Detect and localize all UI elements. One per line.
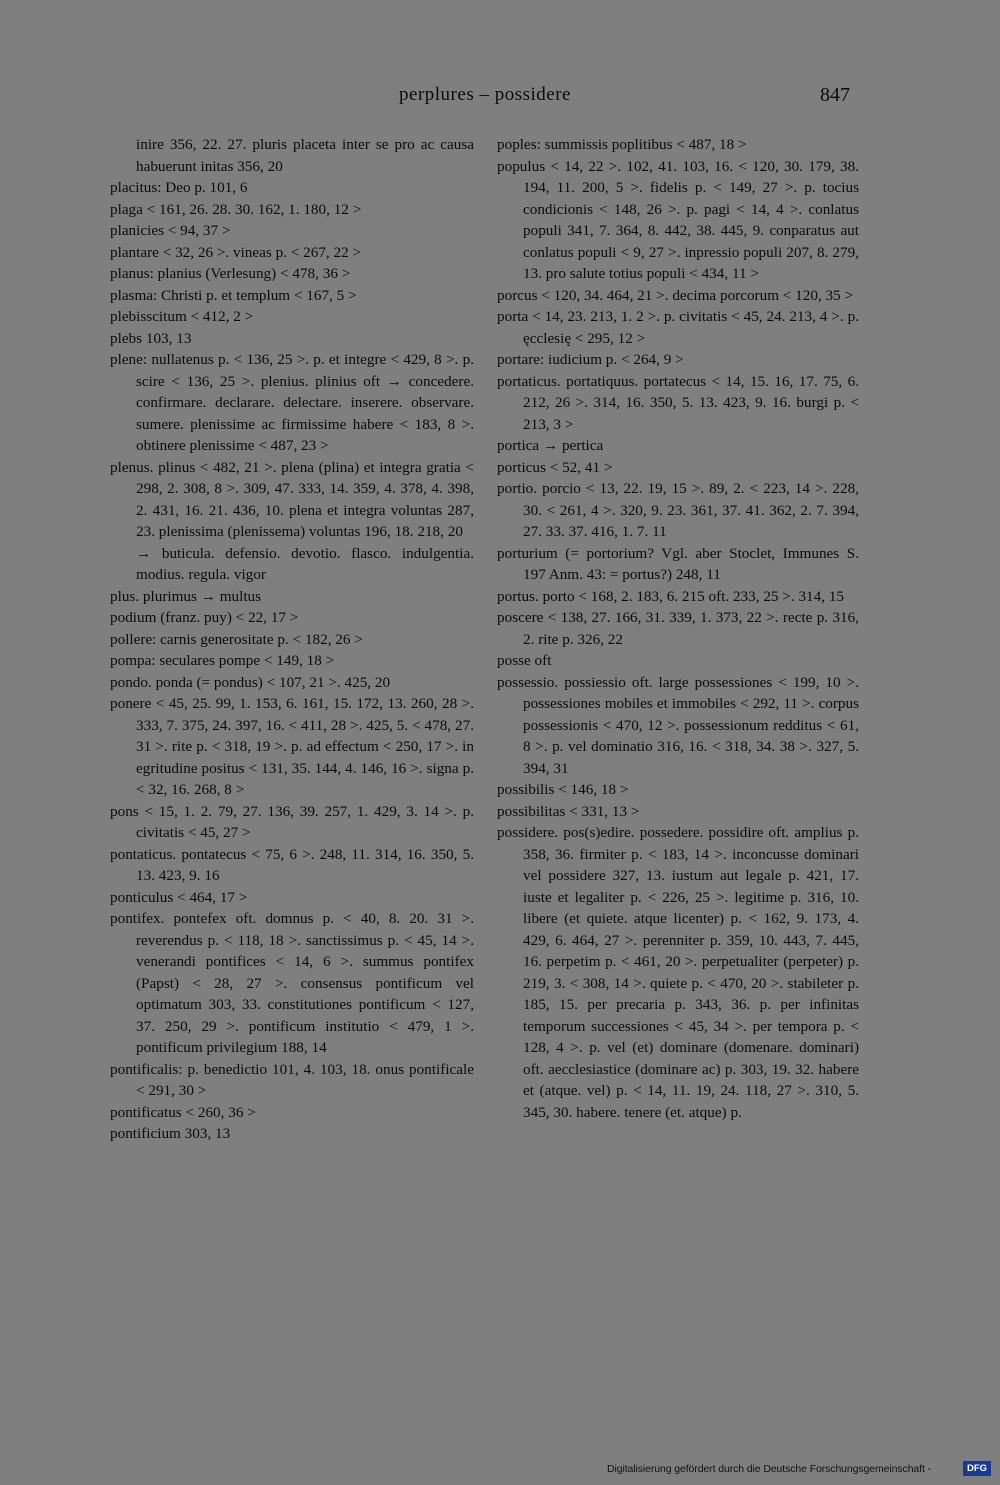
index-entry: plus. plurimus → multus [110,587,262,605]
index-entry: pontificalis: p. benedictio 101, 4. 103, 18. onus pontificale < 291, 30 > [110,1060,474,1099]
index-entry: pontificatus < 260, 36 > [110,1103,256,1121]
index-entry: planus: planius (Verlesung) < 478, 36 > [110,265,351,282]
index-entry: plebisscitum < 412, 2 > [110,308,254,325]
index-entry: planicies < 94, 37 > [110,222,231,239]
index-entry: poscere < 138, 27. 166, 31. 339, 1. 373, 22 >. recte p. 316, 2. rite p. 326, 22 [497,609,859,648]
index-entry: possessio. possiessio oft. large possessiones < 199, 10 >. possessiones mobiles et immobiles < 292, 11 >. corpus possessionis < 470, 12 >. possessionum redditus < 61, 8 >. p. vel dominatio 316, 16. < 318, 34. 38 >. 327, 5. 394, 31 [497,673,859,777]
index-entry: pontificium 303, 13 [110,1125,231,1142]
index-entry: poples: summissis poplitibus < 487, 18 > [497,136,747,153]
index-entry: plenus. plinus < 482, 21 >. plena (plina) et integra gratia < 298, 2. 308, 8 >. 309, 47. 333, 14. 359, 4. 378, 4. 398, 2. 431, 16. 21. 436, 10. plena et integra voluntas 287, 23. plenissima (plenissema) voluntas 196, 18. 218, 20 [110,458,474,540]
footer-credit: Digitalisierung gefördert durch die Deutsche Forschungsgemeinschaft - [607,1463,932,1475]
index-entry: portaticus. portatiquus. portatecus < 14, 15. 16, 17. 75, 6. 212, 26 >. 314, 16. 350, 5. 13. 423, 9. 16. burgi p. < 213, 3 > [497,372,859,433]
index-entry: populus < 14, 22 >. 102, 41. 103, 16. < 120, 30. 179, 38. 194, 11. 200, 5 >. fidelis p. < 149, 27 >. p. tocius condicionis < 148, 26 >. p. pagi < 14, 4 >. conlatus populi 341, 7. 364, 8. 442, 38. 445, 9. conparatus aut conlatus populi < 9, 27 >. inpressio populi 207, 8. 279, 13. pro salute totius populi < 434, 11 > [497,157,859,282]
index-entry: portare: iudicium p. < 264, 9 > [497,351,684,368]
index-entry: pompa: seculares pompe < 149, 18 > [110,652,335,669]
index-entry: porturium (= portorium? Vgl. aber Stoclet, Immunes S. 197 Anm. 43: = portus?) 248, 11 [497,544,859,583]
index-entry: inire 356, 22. 27. pluris placeta inter se pro ac causa habuerunt initas 356, 20 [136,136,474,175]
dfg-logo: DFG [963,1461,991,1476]
index-entry: plebs 103, 13 [110,329,192,347]
index-entry: posse oft [497,652,552,669]
index-entry: porta < 14, 23. 213, 1. 2 >. p. civitatis < 45, 24. 213, 4 >. p. ęcclesię < 295, 12 > [497,308,859,347]
index-entry: placitus: Deo p. 101, 6 [110,179,248,196]
page-number: 847 [820,84,850,106]
index-entry: portica → pertica [497,437,604,454]
index-entry: pontaticus. pontatecus < 75, 6 >. 248, 11. 314, 16. 350, 5. 13. 423, 9. 16 [110,845,474,884]
index-entry: plasma: Christi p. et templum < 167, 5 > [110,286,357,304]
left-column [110,134,474,1145]
index-entry: possibilitas < 331, 13 > [497,802,640,820]
index-entry: possibilis < 146, 18 > [497,781,629,798]
index-entry: possidere. pos(s)edire. possedere. possidire oft. amplius p. 358, 36. firmiter p. < 183, 14 >. inconcusse dominari vel possidere 327, 13. iustum aut legale p. 421, 17. iuste et legaliter p. < 226, 25 >. legitime p. 316, 10. libere (et quiete. atque licenter) p. < 162, 9. 173, 4. 429, 6. 464, 27 >. perenniter p. 359, 10. 443, 7. 445, 16. perpetim p. < 461, 20 >. perpetualiter (perpeter) p. 219, 3. < 308, 14 >. quiete p. < 470, 20 >. stabileter p. 185, 15. per precaria p. 343, 36. p. per infinitas temporum successiones < 45, 34 >. per tempora p. < 128, 4 >. p. vel (et) dominare (domenare. dominari) oft. aecclesiastice (dominare ac) p. 303, 19. 32. habere et (atque. vel) p. < 14, 11. 19, 24. 118, 27 >. 310, 5. 345, 30. habere. tenere (et. atque) p. [497,824,859,1121]
index-entry: pondo. ponda (= pondus) < 107, 21 >. 425, 20 [110,673,391,691]
index-entry: → buticula. defensio. devotio. flasco. indulgentia. modius. regula. vigor [136,544,474,583]
index-entry: pons < 15, 1. 2. 79, 27. 136, 39. 257, 1. 429, 3. 14 >. p. civitatis < 45, 27 > [110,802,474,841]
index-entry: plaga < 161, 26. 28. 30. 162, 1. 180, 12 > [110,200,362,218]
index-entry: portus. porto < 168, 2. 183, 6. 215 oft. 233, 25 >. 314, 15 [497,587,845,605]
index-entry: pontifex. pontefex oft. domnus p. < 40, 8. 20. 31 >. reverendus p. < 118, 18 >. sanctissimus p. < 45, 14 >. venerandi pontifices < 14, 6 >. summus pontifex (Papst) < 28, 27 >. consensus pontificum vel optimatum 303, 33. constitutiones pontificum < 127, 37. 250, 29 >. pontificum institutio < 479, 1 >. pontificum privilegium 188, 14 [110,910,474,1056]
index-entry: podium (franz. puy) < 22, 17 > [110,609,299,626]
index-entry: ponere < 45, 25. 99, 1. 153, 6. 161, 15. 172, 13. 260, 28 >. 333, 7. 375, 24. 397, 16. < 411, 28 >. 425, 5. < 478, 27. 31 >. rite p. < 318, 19 >. p. ad effectum < 250, 17 >. in egritudine positus < 131, 35. 144, 4. 146, 16 >. signa p. < 32, 16. 268, 8 > [110,695,474,798]
index-entry: ponticulus < 464, 17 > [110,888,248,906]
index-entry: porticus < 52, 41 > [497,458,613,476]
right-column [497,134,859,1123]
index-entry: portio. porcio < 13, 22. 19, 15 >. 89, 2. < 223, 14 >. 228, 30. < 261, 4 >. 320, 9. 23. 361, 37. 41. 362, 2. 7. 394, 27. 33. 37. 416, 1. 7. 11 [497,480,859,540]
index-entry: plene: nullatenus p. < 136, 25 >. p. et integre < 429, 8 >. p. scire < 136, 25 >. plenius. plinius oft → concedere. confirmare. declarare. delectare. inserere. observare. sumere. plenissime ac firmissime habere < 183, 8 >. obtinere plenissime < 487, 23 > [110,351,474,454]
index-entry: pollere: carnis generositate p. < 182, 26 > [110,630,363,648]
page-header-title: perplures – possidere [399,84,571,105]
index-entry: plantare < 32, 26 >. vineas p. < 267, 22 > [110,243,362,261]
index-entry: porcus < 120, 34. 464, 21 >. decima porcorum < 120, 35 > [497,286,854,304]
